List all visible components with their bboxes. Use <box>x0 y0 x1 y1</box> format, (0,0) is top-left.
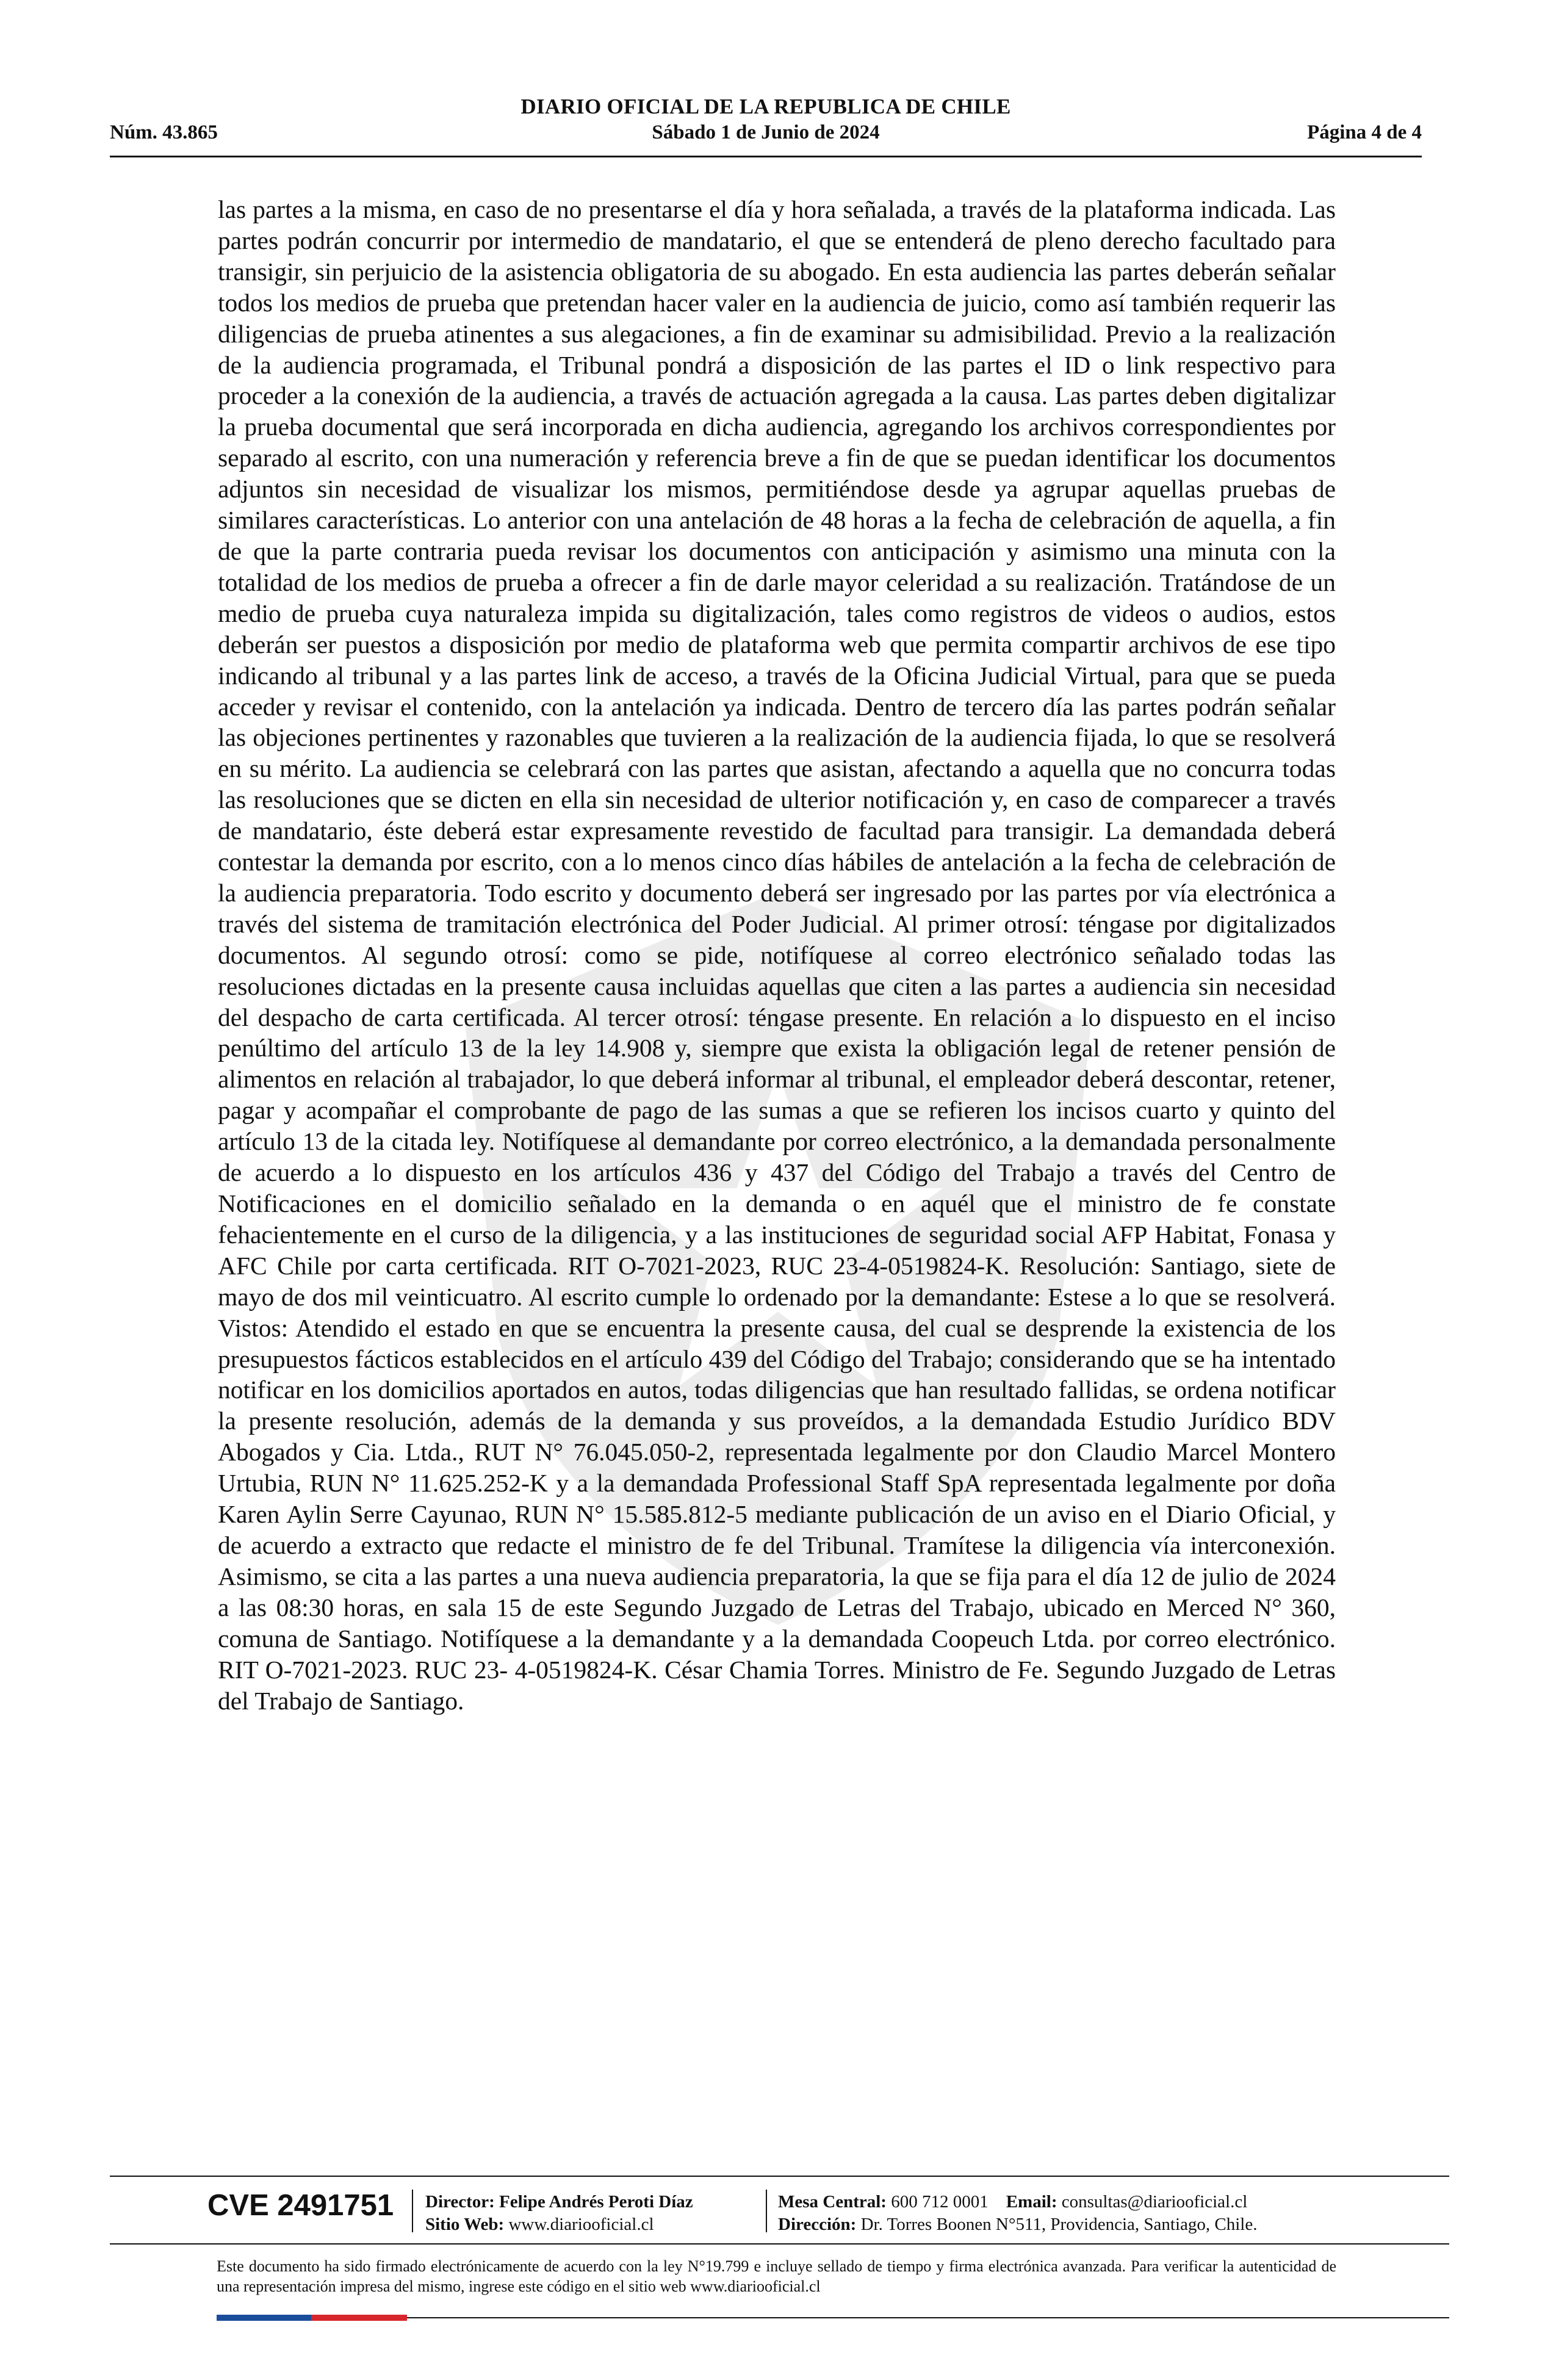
email-label: Email: <box>1006 2192 1057 2212</box>
footer-divider-bottom <box>407 2317 1449 2318</box>
director-label: Director: <box>425 2192 495 2212</box>
page-indicator: Página 4 de 4 <box>1307 121 1422 143</box>
flag-color-bar <box>217 2315 407 2321</box>
website-label: Sitio Web: <box>425 2215 505 2234</box>
page-header <box>110 95 1422 156</box>
cve-code: CVE 2491751 <box>207 2189 394 2222</box>
flag-blue-segment <box>217 2315 311 2321</box>
footer-divider-top <box>110 2176 1449 2177</box>
website-link[interactable]: www.diariooficial.cl <box>508 2215 654 2234</box>
issue-date: Sábado 1 de Junio de 2024 <box>652 121 880 143</box>
issue-number: Núm. 43.865 <box>110 121 218 143</box>
email-link[interactable]: consultas@diariooficial.cl <box>1061 2192 1248 2212</box>
footer-director-block <box>425 2191 693 2236</box>
newspaper-title: DIARIO OFICIAL DE LA REPUBLICA DE CHILE <box>520 95 1011 118</box>
footer-separator <box>412 2190 413 2232</box>
address-label: Dirección: <box>778 2215 857 2234</box>
phone-label: Mesa Central: <box>778 2192 887 2212</box>
address-value: Dr. Torres Boonen N°511, Providencia, Santiago, Chile. <box>860 2215 1258 2234</box>
footer-contact-block <box>778 2191 1257 2236</box>
director-name: Felipe Andrés Peroti Díaz <box>499 2192 693 2212</box>
footer-divider-mid <box>110 2243 1449 2245</box>
signature-notice: Este documento ha sido firmado electrónicamente de acuerdo con la ley N°19.799 e incluye sellado de tiempo y firma electrónica avanzada. Para verificar la autenticidad de una representación impresa del mismo, ingrese este código en el sitio web www.diariooficial.cl <box>217 2257 1336 2295</box>
footer-separator <box>766 2190 767 2232</box>
header-divider <box>110 156 1422 157</box>
flag-red-segment <box>311 2315 407 2321</box>
phone-number: 600 712 0001 <box>891 2192 989 2212</box>
article-body: las partes a la misma, en caso de no presentarse el día y hora señalada, a través de la plataforma indicada. Las partes podrán concurrir por intermedio de mandatario, el que se entenderá de pleno derecho facultado para transigir, sin perjuicio de la asistencia obligatoria de su abogado. En esta audiencia las partes deberán señalar todos los medios de prueba que pretendan hacer valer en la audiencia de juicio, como así también requerir las diligencias de prueba atinentes a sus alegaciones, a fin de examinar su admisibilidad. Previo a la realización de la audiencia programada, el Tribunal pondrá a disposición de las partes el ID o link respectivo para proceder a la conexión de la audiencia, a través de actuación agregada a la causa. Las partes deben digitalizar la prueba documental que será incorporada en dicha audiencia, agregando los archivos correspondientes por separado al escrito, con una numeración y referencia breve a fin de que se puedan identificar los documentos adjuntos sin necesidad de visualizar los mismos, permitiéndose desde ya agrupar aquellas pruebas de similares características. Lo anterior con una antelación de 48 horas a la fecha de celebración de aquella, a fin de que la parte contraria pueda revisar los documentos con anticipación y asimismo una minuta con la totalidad de los medios de prueba a ofrecer a fin de darle mayor celeridad a su realización. Tratándose de un medio de prueba cuya naturaleza impida su digitalización, tales como registros de videos o audios, estos deberán ser puestos a disposición por medio de plataforma web que permita compartir archivos de ese tipo indicando al tribunal y a las partes link de acceso, a través de la Oficina Judicial Virtual, para que se pueda acceder y revisar el contenido, con la antelación ya indicada. Dentro de tercero día las partes podrán señalar las objeciones pertinentes y razonables que tuvieren a la realización de la audiencia fijada, lo que se resolverá en su mérito. La audiencia se celebrará con las partes que asistan, afectando a aquella que no concurra todas las resoluciones que se dicten en ella sin necesidad de ulterior notificación y, en caso de comparecer a través de mandatario, éste deberá estar expresamente revestido de facultad para transigir. La demandada deberá contestar la demanda por escrito, con a lo menos cinco días hábiles de antelación a la fecha de celebración de la audiencia preparatoria. Todo escrito y documento deberá ser ingresado por las partes por vía electrónica a través del sistema de tramitación electrónica del Poder Judicial. Al primer otrosí: téngase por digitalizados documentos. Al segundo otrosí: como se pide, notifíquese al correo electrónico señalado todas las resoluciones dictadas en la presente causa incluidas aquellas que citen a las partes a audiencia sin necesidad del despacho de carta certificada. Al tercer otrosí: téngase presente. En relación a lo dispuesto en el inciso penúltimo del artículo 13 de la ley 14.908 y, siempre que exista la obligación legal de retener pensión de alimentos en relación al trabajador, lo que deberá informar al tribunal, el empleador deberá descontar, retener, pagar y acompañar el comprobante de pago de las sumas a que se refieren los incisos cuarto y quinto del artículo 13 de la citada ley. Notifíquese al demandante por correo electrónico, a la demandada personalmente de acuerdo a lo dispuesto en los artículos 436 y 437 del Código del Trabajo a través del Centro de Notificaciones en el domicilio señalado en la demanda o en aquél que el ministro de fe constate fehacientemente en el curso de la diligencia, y a las instituciones de seguridad social AFP Habitat, Fonasa y AFC Chile por carta certificada. RIT O-7021-2023, RUC 23-4-0519824-K. Resolución: Santiago, siete de mayo de dos mil veinticuatro. Al escrito cumple lo ordenado por la demandante: Estese a lo que se resolverá. Vistos: Atendido el estado en que se encuentra la presente causa, del cual se desprende la existencia de los presupuestos fácticos establecidos en el artículo 439 del Código del Trabajo; considerando que se ha intentado notificar en los domicilios aportados en autos, todas diligencias que han resultado fallidas, se ordena notificar la presente resolución, además de la demanda y sus proveídos, a la demandada Estudio Jurídico BDV Abogados y Cia. Ltda., RUT N° 76.045.050-2, representada legalmente por don Claudio Marcel Montero Urtubia, RUN N° 11.625.252-K y a la demandada Professional Staff SpA representada legalmente por doña Karen Aylin Serre Cayunao, RUN N° 15.585.812-5 mediante publicación de un aviso en el Diario Oficial, y de acuerdo a extracto que redacte el ministro de fe del Tribunal. Tramítese la diligencia vía interconexión. Asimismo, se cita a las partes a una nueva audiencia preparatoria, la que se fija para el día 12 de julio de 2024 a las 08:30 horas, en sala 15 de este Segundo Juzgado de Letras del Trabajo, ubicado en Merced N° 360, comuna de Santiago. Notifíquese a la demandante y a la demandada Coopeuch Ltda. por correo electrónico. RIT O-7021-2023. RUC 23- 4-0519824-K. César Chamia Torres. Ministro de Fe. Segundo Juzgado de Letras del Trabajo de Santiago. <box>218 195 1336 1715</box>
